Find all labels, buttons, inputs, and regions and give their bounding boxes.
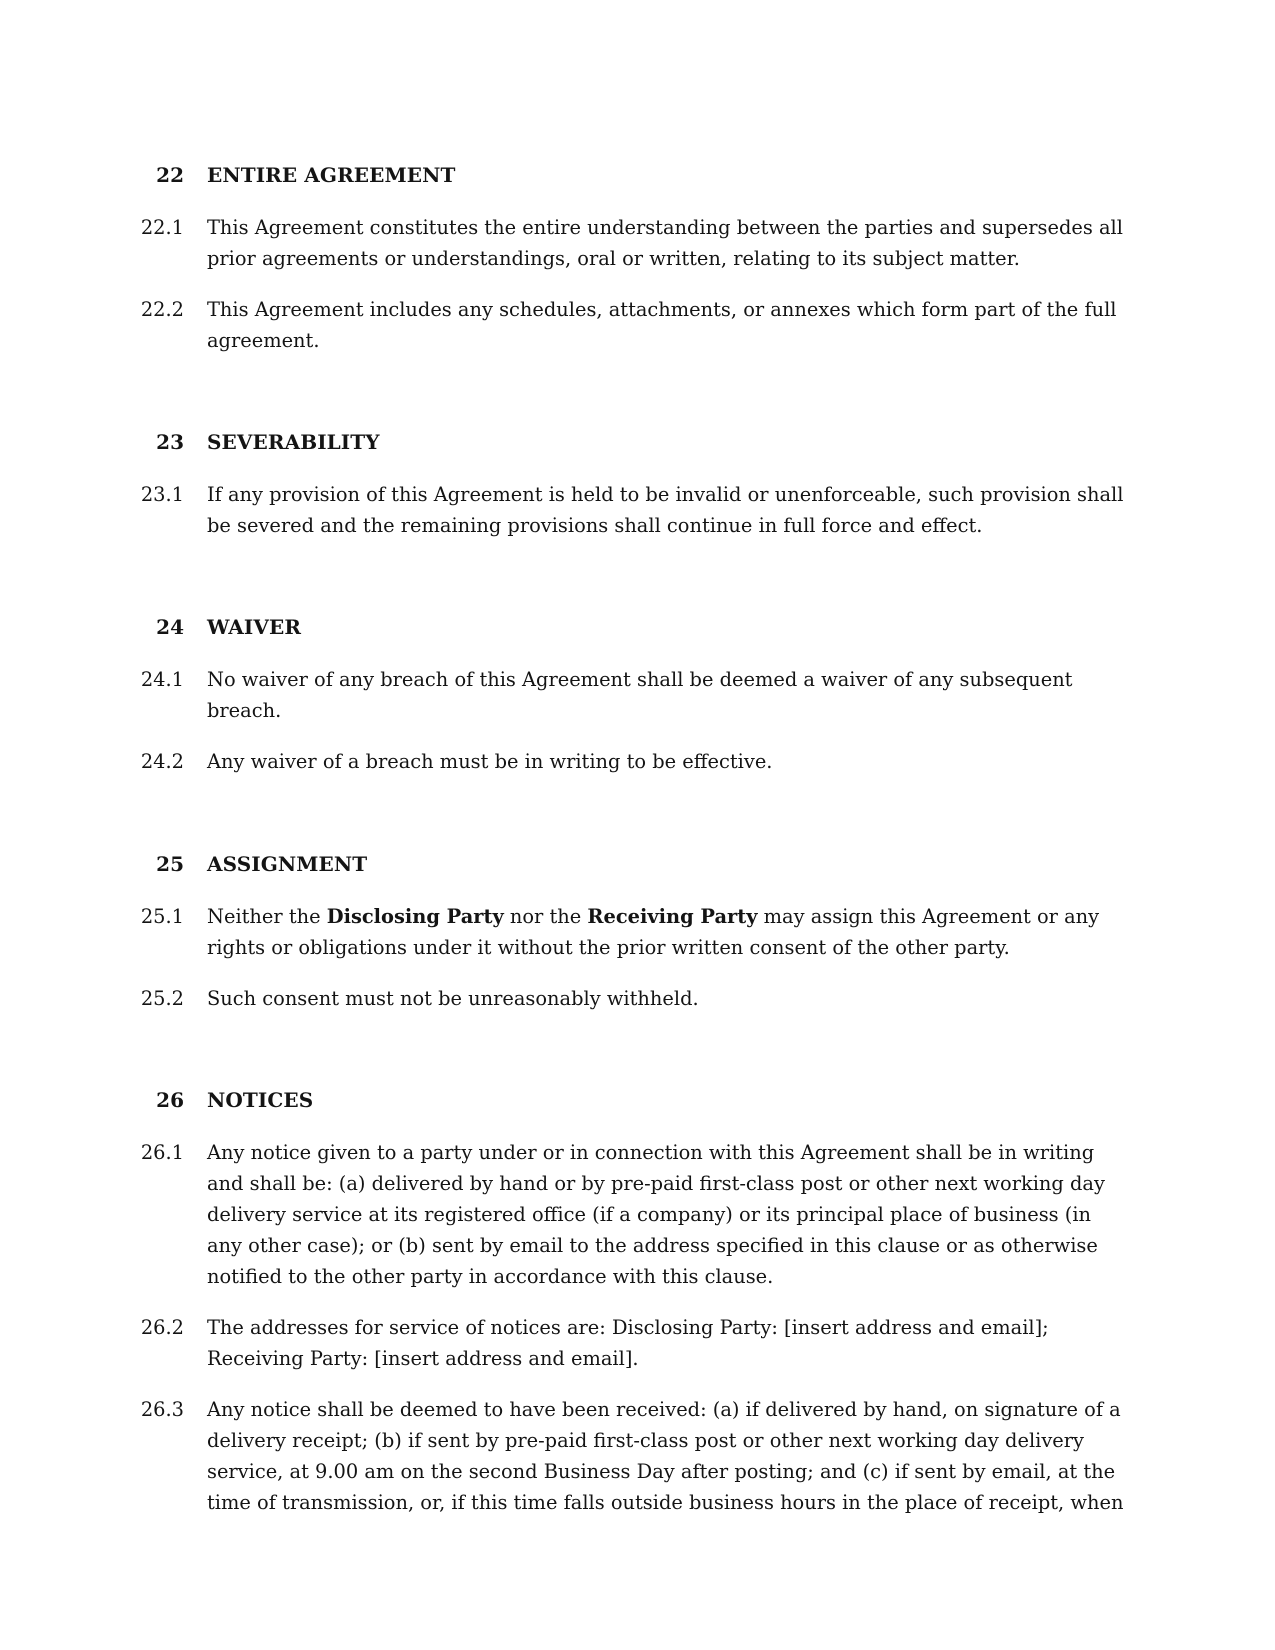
- section-title: SEVERABILITY: [207, 430, 380, 454]
- clause: [0, 1137, 1275, 1292]
- clause-number: 24.1: [140, 668, 184, 691]
- clause-number: 24.2: [140, 750, 184, 773]
- clause-text-part: nor the: [503, 905, 588, 928]
- section-assignment: [0, 849, 1275, 1014]
- clause-text-part: Neither the: [207, 905, 327, 928]
- clause-number: 22.1: [140, 216, 184, 239]
- clause: [0, 983, 1275, 1014]
- clause-number: 26.3: [140, 1398, 184, 1421]
- section-number: 25: [156, 852, 184, 876]
- section-waiver: [0, 612, 1275, 777]
- disclosing-party-term: Disclosing Party: [326, 905, 504, 928]
- clause-text: [207, 901, 1132, 963]
- clause: [0, 664, 1275, 726]
- section-title: ENTIRE AGREEMENT: [207, 163, 456, 187]
- clause-text: This Agreement includes any schedules, attachments, or annexes which form part of the full agreement.: [207, 298, 1117, 352]
- section-heading: [0, 160, 1275, 190]
- receiving-party-term: Receiving Party: [587, 905, 758, 928]
- clause-number: 25.1: [140, 905, 184, 928]
- clause-number: 26.2: [140, 1316, 184, 1339]
- clause-number: 22.2: [140, 298, 184, 321]
- clause-text: Any notice shall be deemed to have been received: (a) if delivered by hand, on signature of a delivery receipt; (b) if sent by pre-paid first-class post or other next working day delivery service, at 9.00 am on the second Business Day after posting; and (c) if sent by email, at the time of transmission, or, if this time falls outside business hours in the place of receipt, when: [207, 1398, 1124, 1514]
- clause-text: This Agreement constitutes the entire understanding between the parties and supersedes all prior agreements or understandings, oral or written, relating to its subject matter.: [207, 216, 1123, 270]
- section-number: 24: [156, 615, 184, 639]
- section-entire-agreement: [0, 160, 1275, 356]
- clause-text: Such consent must not be unreasonably withheld.: [207, 987, 699, 1010]
- clause-number: 23.1: [140, 483, 184, 506]
- clause-text-part: may assign this Agreement or any rights or obligations under it without the prior written consent of the other party.: [207, 905, 1100, 959]
- clause-text: If any provision of this Agreement is held to be invalid or unenforceable, such provision shall be severed and the remaining provisions shall continue in full force and effect.: [207, 483, 1124, 537]
- clause-number: 25.2: [140, 987, 184, 1010]
- section-heading: [0, 1085, 1275, 1115]
- section-heading: [0, 612, 1275, 642]
- clause-text: Any waiver of a breach must be in writing to be effective.: [207, 750, 773, 773]
- clause-text: Any notice given to a party under or in connection with this Agreement shall be in writing and shall be: (a) delivered by hand or by pre-paid first-class post or other next working day delivery service at its registered office (if a company) or its principal place of business (in any other case); or (b) sent by email to the address specified in this clause or as otherwise notified to the other party in accordance with this clause.: [207, 1141, 1105, 1288]
- section-number: 23: [156, 430, 184, 454]
- clause: [0, 1312, 1275, 1374]
- clause-text: The addresses for service of notices are: Disclosing Party: [insert address and email]; Receiving Party: [insert address and email].: [207, 1316, 1049, 1370]
- clause: [0, 746, 1275, 777]
- section-heading: [0, 427, 1275, 457]
- section-severability: [0, 427, 1275, 541]
- clause: [0, 479, 1275, 541]
- clause-number: 26.1: [140, 1141, 184, 1164]
- section-title: WAIVER: [207, 615, 302, 639]
- section-notices: [0, 1085, 1275, 1518]
- section-title: NOTICES: [207, 1088, 314, 1112]
- clause: [0, 294, 1275, 356]
- section-number: 26: [156, 1088, 184, 1112]
- clause: [0, 212, 1275, 274]
- clause-text: No waiver of any breach of this Agreement shall be deemed a waiver of any subsequent breach.: [207, 668, 1073, 722]
- clause: [0, 901, 1275, 963]
- section-heading: [0, 849, 1275, 879]
- section-title: ASSIGNMENT: [207, 852, 368, 876]
- section-number: 22: [156, 163, 184, 187]
- clause: [0, 1394, 1275, 1518]
